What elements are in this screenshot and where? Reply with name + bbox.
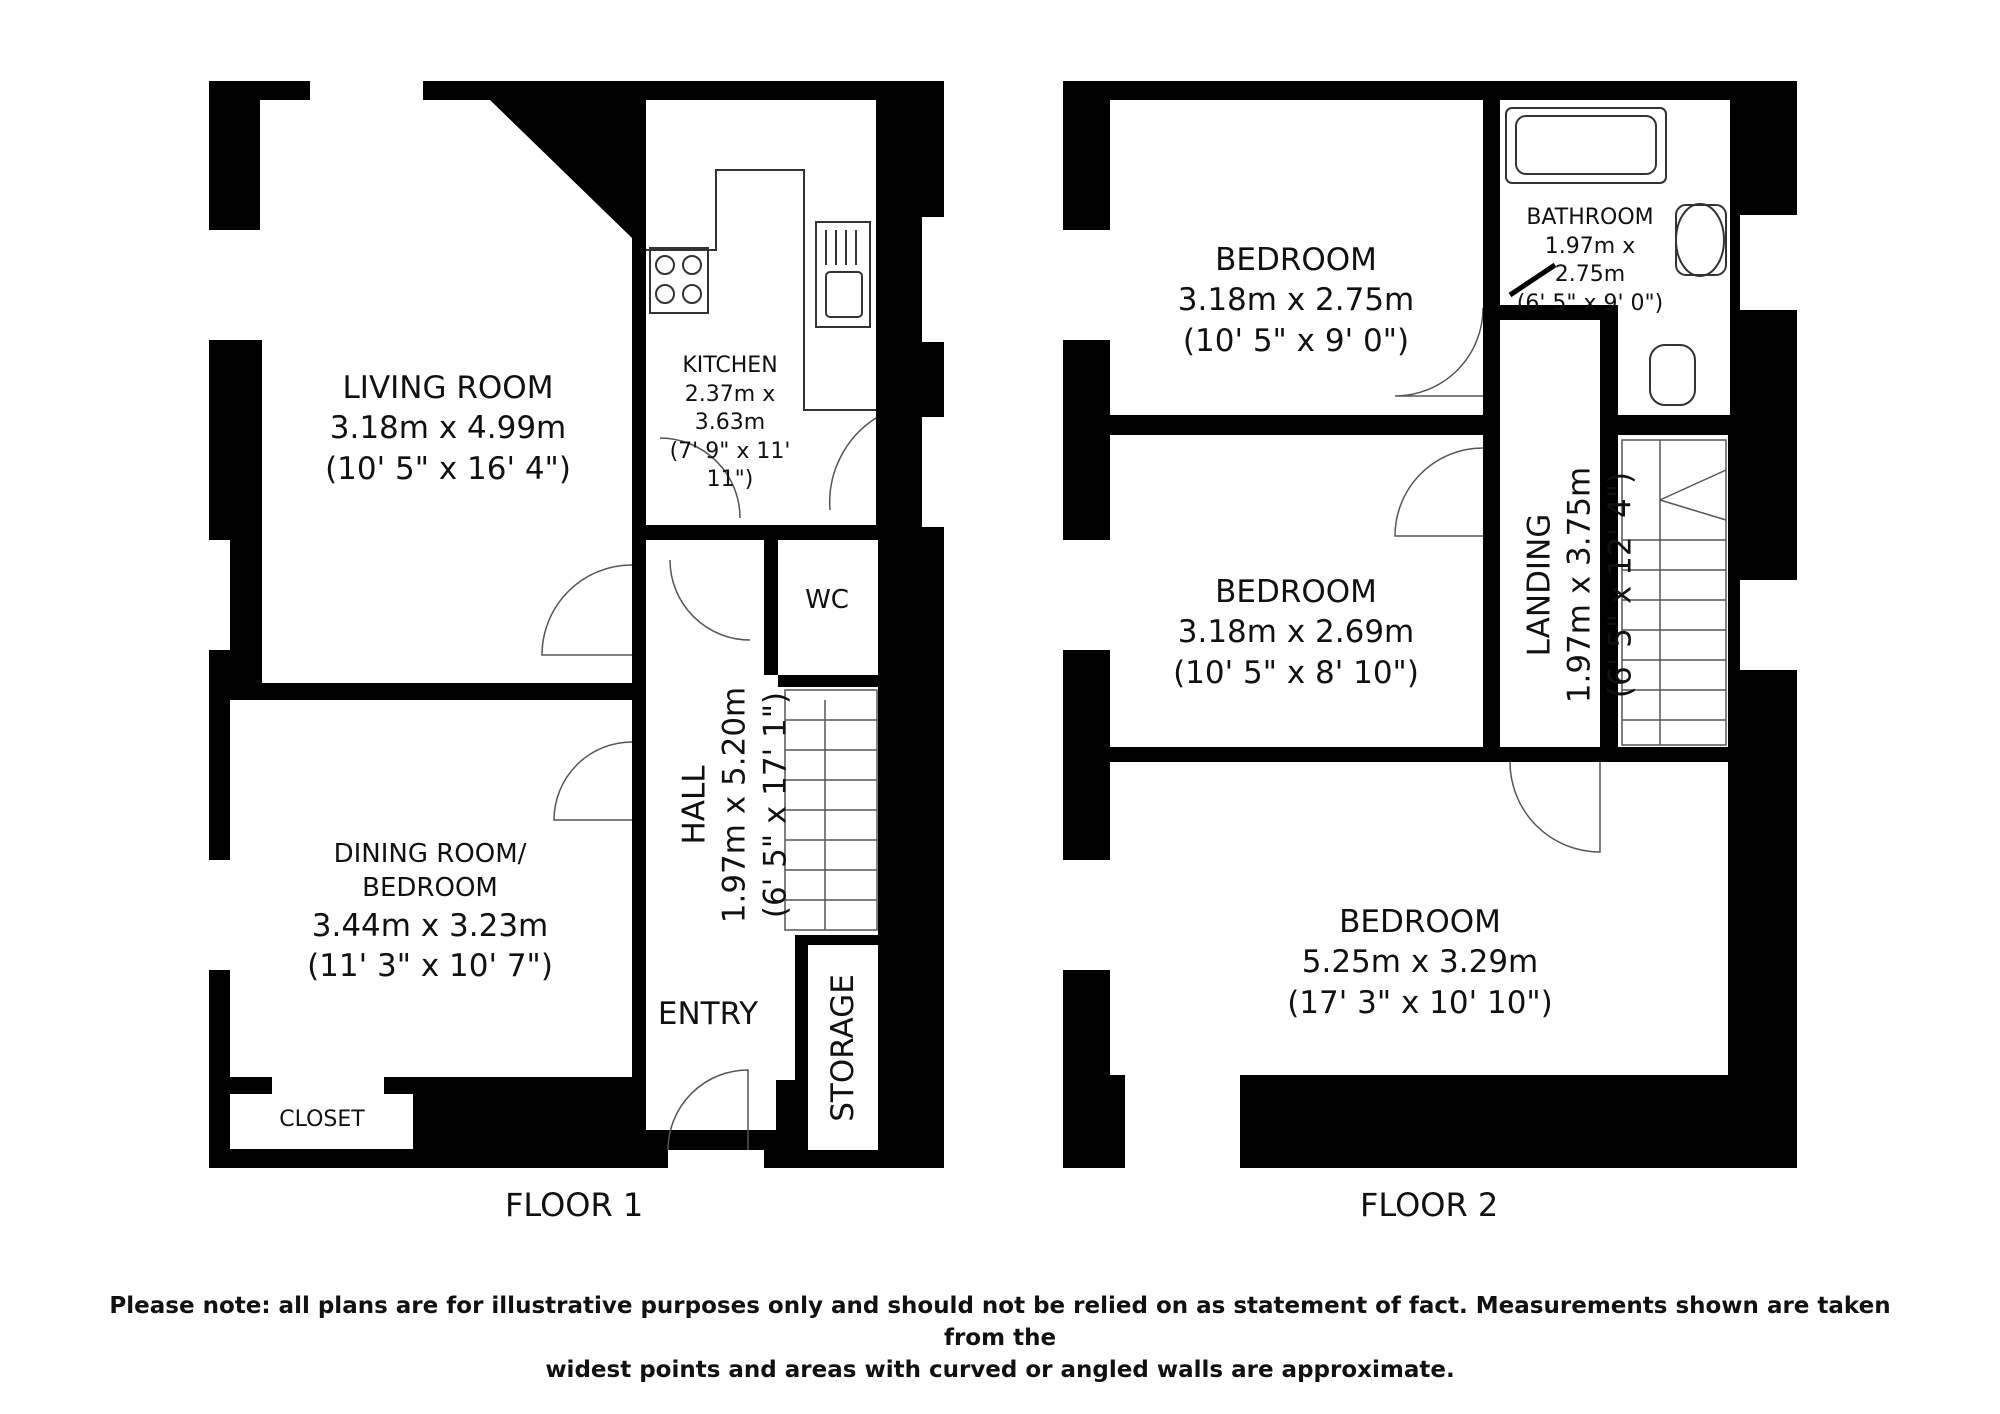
living-room-size-m: 3.18m x 4.99m (329, 410, 567, 447)
bathroom-name: BATHROOM (1526, 205, 1654, 230)
floor1-rooms (230, 100, 878, 1150)
bathroom-label (1505, 204, 1675, 318)
wc-label (782, 584, 872, 618)
bedroom-top-name: BEDROOM (1215, 242, 1377, 278)
wc-name: WC (805, 585, 849, 615)
kitchen-name: KITCHEN (682, 353, 778, 378)
hall-size-m: 1.97m x 5.20m (716, 686, 753, 924)
kitchen-line3: (7' 9" x 11' (669, 438, 791, 464)
landing-size-m: 1.97m x 3.75m (1561, 466, 1598, 704)
living-room-name: LIVING ROOM (342, 370, 554, 406)
dining-room-size-m: 3.44m x 3.23m (311, 907, 549, 944)
floor2-title: FLOOR 2 (1360, 1186, 1499, 1224)
floor1-title: FLOOR 1 (505, 1186, 644, 1224)
kitchen-line2: 3.63m (694, 410, 766, 436)
kitchen-label (655, 352, 805, 495)
disclaimer-line1: Please note: all plans are for illustrative purposes only and should not be relied on as statement of fact. Measurements shown are taken from the (109, 1293, 1891, 1352)
disclaimer-note (100, 1290, 1900, 1387)
living-room-size-ft: (10' 5" x 16' 4") (325, 450, 571, 487)
bedroom-mid-size-ft: (10' 5" x 8' 10") (1173, 654, 1419, 691)
bedroom-mid-name: BEDROOM (1215, 574, 1377, 610)
living-room-label (318, 368, 578, 489)
bedroom-top-label (1166, 240, 1426, 361)
bathroom-line2: 2.75m (1554, 262, 1626, 288)
landing-size-ft: (6' 5" x 12' 4") (1602, 471, 1639, 699)
dining-room-name-line2: BEDROOM (362, 872, 498, 903)
bathroom-line3: (6' 5" x 9' 0") (1516, 290, 1664, 316)
dining-room-label (300, 838, 560, 986)
disclaimer-line2: widest points and areas with curved or angled walls are approximate. (545, 1357, 1455, 1384)
hall-name: HALL (676, 765, 713, 845)
entry-name: ENTRY (657, 996, 759, 1032)
dining-room-name-line1: DINING ROOM/ (333, 839, 527, 869)
storage-label (823, 974, 863, 1122)
hall-size-ft: (6' 5" x 17' 1") (757, 691, 794, 919)
closet-name: CLOSET (279, 1107, 365, 1132)
bedroom-top-size-m: 3.18m x 2.75m (1177, 282, 1415, 319)
bedroom-big-size-ft: (17' 3" x 10' 10") (1287, 984, 1553, 1021)
bedroom-top-size-ft: (10' 5" x 9' 0") (1182, 322, 1410, 359)
bedroom-big-label (1270, 902, 1570, 1023)
bedroom-mid-size-m: 3.18m x 2.69m (1177, 614, 1415, 651)
kitchen-line1: 2.37m x (684, 381, 776, 407)
dining-room-size-ft: (11' 3" x 10' 7") (307, 947, 553, 984)
hall-label (675, 687, 796, 924)
kitchen-line4: 11") (706, 467, 754, 493)
landing-name: LANDING (1521, 513, 1558, 657)
bathroom-line1: 1.97m x (1544, 233, 1636, 259)
closet-label (232, 1106, 412, 1135)
bedroom-big-size-m: 5.25m x 3.29m (1301, 944, 1539, 981)
bedroom-mid-label (1166, 572, 1426, 693)
bedroom-big-name: BEDROOM (1339, 904, 1501, 940)
entry-label (648, 994, 768, 1034)
landing-label (1520, 467, 1641, 704)
storage-name: STORAGE (824, 974, 861, 1122)
